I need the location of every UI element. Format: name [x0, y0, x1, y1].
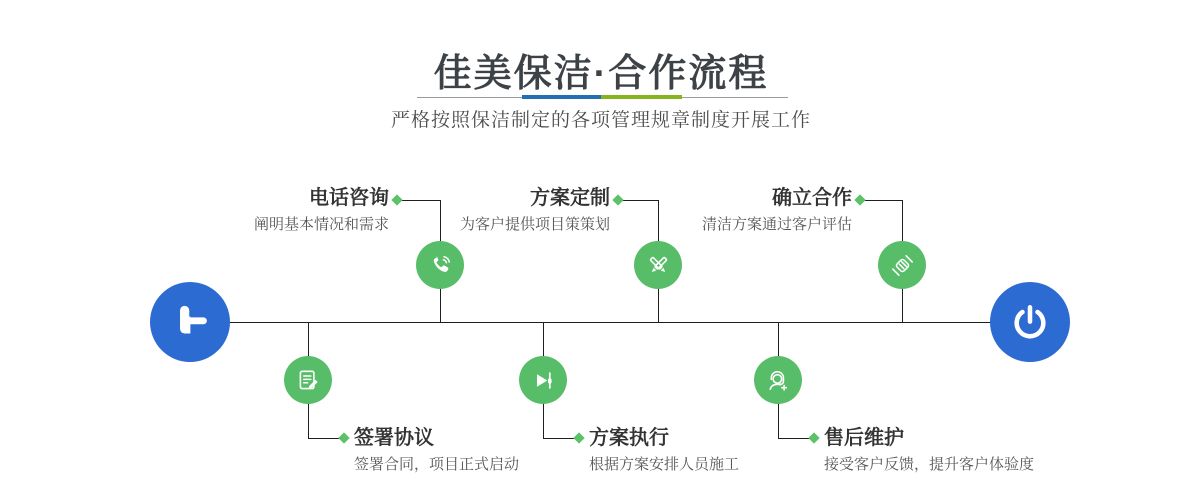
step-desc: 清洁方案通过客户评估 — [701, 216, 852, 233]
flow-main-line — [190, 322, 1030, 323]
connector-line — [778, 438, 810, 439]
connector-line — [622, 200, 658, 201]
step-desc: 签署合同，项目正式启动 — [354, 456, 520, 473]
step-node-cooperation — [878, 241, 926, 289]
step-title: 售后维护 — [824, 427, 904, 449]
connector-diamond — [854, 194, 865, 205]
connector-line — [308, 438, 340, 439]
connector-line — [401, 200, 440, 201]
step-aftersales-maintenance — [824, 426, 1034, 474]
page-title: 佳美保洁·合作流程 — [433, 53, 769, 95]
step-node-aftersales — [754, 356, 802, 404]
power-icon — [1009, 301, 1051, 343]
hand-pointer-icon — [167, 299, 213, 345]
connector-diamond — [338, 432, 349, 443]
step-node-plan — [634, 241, 682, 289]
flow-start-node — [150, 282, 230, 362]
connector-line — [864, 200, 902, 201]
divider-accent-green — [601, 95, 682, 99]
connector-diamond — [391, 194, 402, 205]
step-establish-cooperation — [702, 186, 852, 234]
connector-diamond — [612, 194, 623, 205]
connector-diamond — [573, 432, 584, 443]
step-desc: 接受客户反馈，提升客户体验度 — [824, 456, 1035, 473]
step-title: 方案定制 — [530, 187, 610, 209]
step-plan-execution — [589, 426, 739, 474]
connector-line — [543, 438, 575, 439]
page-subtitle: 严格按照保洁制定的各项管理规章制度开展工作 — [390, 110, 811, 131]
step-sign-agreement — [354, 426, 519, 474]
phone-icon — [427, 252, 454, 279]
handshake-icon — [889, 252, 916, 279]
step-title: 签署协议 — [354, 427, 434, 449]
flow-end-node — [990, 282, 1070, 362]
step-title: 方案执行 — [589, 427, 669, 449]
pencil-icon — [645, 252, 672, 279]
step-plan-customize — [460, 186, 610, 234]
step-desc: 为客户提供项目策策划 — [459, 216, 610, 233]
connector-diamond — [808, 432, 819, 443]
customer-service-icon — [765, 367, 792, 394]
step-title: 确立合作 — [772, 187, 852, 209]
step-node-phone — [416, 241, 464, 289]
step-phone-consult — [254, 186, 389, 234]
step-node-execution — [519, 356, 567, 404]
play-slider-icon — [530, 367, 557, 394]
divider-accent-blue — [522, 95, 601, 99]
contract-icon — [295, 367, 322, 394]
step-desc: 根据方案安排人员施工 — [589, 456, 740, 473]
step-node-contract — [284, 356, 332, 404]
step-title: 电话咨询 — [309, 187, 389, 209]
step-desc: 阐明基本情况和需求 — [253, 216, 389, 233]
